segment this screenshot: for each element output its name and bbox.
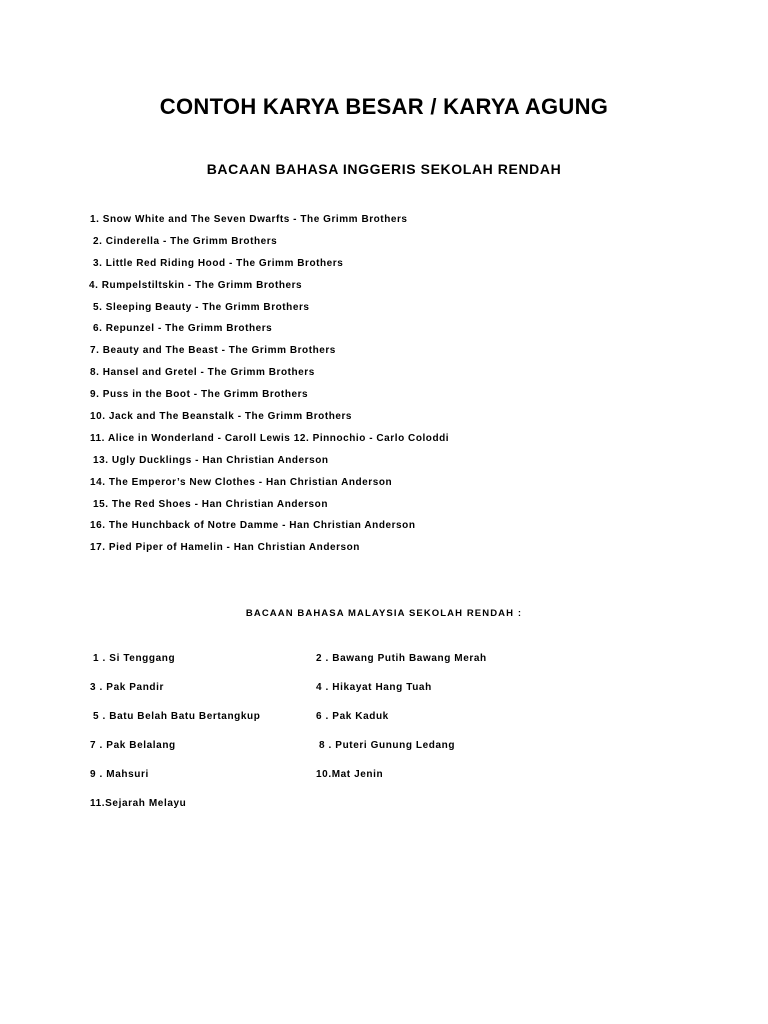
list-item: 4. Rumpelstiltskin - The Grimm Brothers	[89, 279, 303, 291]
list-item: 8. Hansel and Gretel - The Grimm Brothers	[90, 367, 315, 379]
list-item: 6. Repunzel - The Grimm Brothers	[93, 323, 273, 335]
malay-list-item: 11.Sejarah Melayu	[90, 798, 187, 809]
malay-list-item: 2 . Bawang Putih Bawang Merah	[316, 653, 487, 664]
malay-section-title: BACAAN BAHASA MALAYSIA SEKOLAH RENDAH :	[245, 608, 523, 619]
list-item: 17. Pied Piper of Hamelin - Han Christian Anderson	[90, 542, 360, 554]
list-item: 11. Alice in Wonderland - Caroll Lewis 12. Pinnochio - Carlo Coloddi	[90, 432, 450, 444]
english-section-title: BACAAN BAHASA INGGERIS SEKOLAH RENDAH	[206, 161, 562, 177]
malay-list-item: 8 . Puteri Gunung Ledang	[319, 740, 456, 751]
malay-list-item: 5 . Batu Belah Batu Bertangkup	[93, 711, 261, 722]
malay-list-item: 7 . Pak Belalang	[90, 740, 176, 751]
list-item: 13. Ugly Ducklings - Han Christian Anderson	[93, 454, 329, 466]
list-item: 16. The Hunchback of Notre Damme - Han Christian Anderson	[90, 520, 416, 532]
list-item: 2. Cinderella - The Grimm Brothers	[93, 235, 278, 247]
malay-list-item: 9 . Mahsuri	[90, 769, 149, 780]
malay-list-item: 4 . Hikayat Hang Tuah	[316, 682, 432, 693]
malay-list-item: 10.Mat Jenin	[316, 769, 384, 780]
list-item: 9. Puss in the Boot - The Grimm Brothers	[90, 389, 309, 401]
list-item: 15. The Red Shoes - Han Christian Anderson	[93, 498, 328, 510]
english-reading-list	[90, 212, 730, 562]
list-item: 7. Beauty and The Beast - The Grimm Brothers	[90, 345, 336, 357]
list-item: 5. Sleeping Beauty - The Grimm Brothers	[93, 301, 310, 313]
page-title: CONTOH KARYA BESAR / KARYA AGUNG	[159, 94, 609, 119]
list-item: 10. Jack and The Beanstalk - The Grimm Brothers	[90, 411, 353, 423]
malay-list-item: 6 . Pak Kaduk	[316, 711, 389, 722]
list-item: 14. The Emperor’s New Clothes - Han Christian Anderson	[90, 476, 393, 488]
list-item: 3. Little Red Riding Hood - The Grimm Brothers	[93, 257, 344, 269]
list-item: 1. Snow White and The Seven Dwarfts - The Grimm Brothers	[90, 214, 408, 225]
malay-list-item: 1 . Si Tenggang	[93, 653, 176, 664]
malay-list-item: 3 . Pak Pandir	[90, 682, 164, 693]
